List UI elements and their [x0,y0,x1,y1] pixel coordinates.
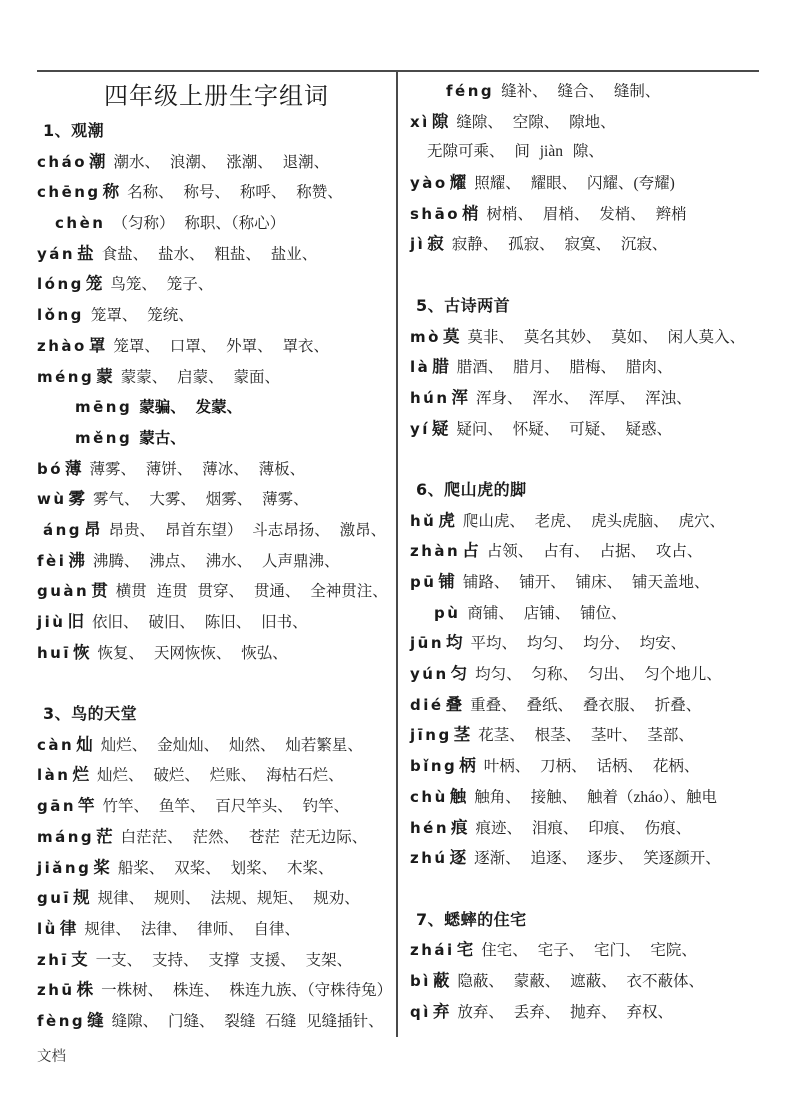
pinyin-label: méng [37,367,95,386]
head-character: 灿 [76,734,94,754]
blank-line [37,668,396,699]
word-list: 铺路、 铺开、 铺床、 铺天盖地、 [462,574,710,591]
vocab-entry [410,322,759,353]
word-list: 痕迹、 泪痕、 印痕、 伤痕、 [475,819,692,837]
vocab-entry [410,414,759,445]
head-character: 均 [446,633,464,653]
pinyin-label: měng [75,428,133,447]
vocab-entry [410,782,759,813]
pinyin-label: jì [410,235,426,254]
head-character: 叠 [445,694,464,714]
head-character: 耀 [449,173,468,193]
vocab-entry [37,853,396,884]
pinyin-label: zhào [37,336,87,355]
pinyin-label: yún [410,665,449,684]
word-list: 叶柄、 刀柄、 话柄、 花柄、 [483,758,700,776]
head-character: 烂 [72,765,90,785]
word-list: 无隙可乘、 间 jiàn 隙、 [427,143,604,161]
word-list: 灿烂、 金灿灿、 灿然、 灿若繁星、 [100,736,363,754]
right-column-rows [410,76,759,1027]
pinyin-label: chēng [37,183,101,202]
head-character: 浑 [451,387,470,407]
head-character: 雾 [68,489,87,509]
word-list: 缝隙、 空隙、 隙地、 [456,113,616,131]
head-character: 宅 [456,940,475,960]
pinyin-label: bǐng [410,757,458,776]
pinyin-label: pū [410,573,437,591]
pinyin-label: hún [410,388,450,407]
vocab-entry [410,168,759,199]
vocab-entry [410,690,759,721]
pinyin-label: féng [446,82,495,100]
word-list: 缝补、 缝合、 缝制、 [501,83,661,100]
word-list: 竹竿、 鱼竿、 百尺竿头、 钓竿、 [102,798,350,816]
head-character: 柄 [459,756,477,776]
vocab-entry [410,107,759,138]
word-list: 放弃、 丢弃、 抛弃、 弃权、 [457,1003,674,1021]
section-heading: 5、古诗两首 [416,295,511,315]
pinyin-label: shāo [410,204,461,223]
word-list: 触角、 接触、 触着（zháo）、触电 [474,788,718,806]
word-list: 爬山虎、 老虎、 虎头虎脑、 虎穴、 [462,512,725,530]
word-list: 横贯 连贯 贯穿、 贯通、 全神贯注、 [115,583,388,601]
word-list: 昂贵、 昂首东望） 斗志昂扬、 激昂、 [108,521,387,539]
vocab-entry [37,177,396,208]
vocab-entry [410,352,759,383]
head-character: 疑 [431,418,450,438]
pinyin-label: hǔ [410,511,437,530]
word-list: 沸腾、 沸点、 沸水、 人声鼎沸、 [92,552,340,570]
blank-line [410,444,759,475]
pinyin-label: dié [410,695,444,714]
vocab-entry [37,147,396,178]
vocab-entry [37,760,396,791]
vocab-entry [37,975,396,1006]
pinyin-label: yí [410,419,430,438]
head-character: 规 [73,888,91,908]
pinyin-label: yào [410,174,448,193]
vocab-entry [37,546,396,577]
vocab-entry [410,567,759,598]
pinyin-label: zhú [410,849,448,868]
word-list: 蒙骗、 发蒙、 [139,399,243,417]
pinyin-label: zhàn [410,542,461,561]
word-list: 潮水、 浪潮、 涨潮、 退潮、 [113,153,330,171]
pinyin-label: bó [37,459,64,478]
word-list: 规律、 规则、 法规、规矩、 规劝、 [97,890,360,908]
word-list: 蒙蒙、 启蒙、 蒙面、 [120,368,280,386]
blank-line [410,260,759,291]
head-character: 梢 [462,203,480,223]
word-list: 照耀、 耀眼、 闪耀、(夸耀) [474,175,675,193]
pinyin-label: xì [410,112,430,131]
word-list: 鸟笼、 笼子、 [110,276,214,294]
head-character: 缝 [87,1010,105,1030]
head-character: 痕 [451,817,469,837]
head-character: 恢 [73,642,91,662]
word-list: 住宅、 宅子、 宅门、 宅院、 [481,942,697,960]
vocab-entry [410,813,759,844]
word-list: 笼罩、 口罩、 外罩、 罩衣、 [113,337,329,355]
word-list: 重叠、 叠纸、 叠衣服、 折叠、 [470,696,702,714]
vocab-entry [37,576,396,607]
word-list: 缝隙、 门缝、 裂缝 石缝 见缝插针、 [111,1012,384,1030]
pinyin-label: lǒng [37,306,84,325]
vocab-entry [37,269,396,300]
pinyin-label: wù [37,490,67,509]
vocab-entry [37,331,396,362]
head-character: 隙 [431,111,450,131]
vocab-entry [410,628,759,659]
page-title: 四年级上册生字组词 [104,82,329,110]
vocab-entry [410,76,759,107]
vocab-entry [410,137,759,168]
vocab-entry [410,536,759,567]
head-character: 罩 [88,335,107,355]
vocab-entry [37,945,396,976]
vocab-entry [410,199,759,230]
vocab-entry [37,300,396,331]
head-character: 笼 [85,274,104,294]
word-list: 规律、 法律、 律师、 自律、 [84,920,300,938]
vocab-entry [37,883,396,914]
head-character: 薄 [65,458,83,478]
pinyin-label: jiù [37,613,66,631]
head-character: 蒙 [96,366,114,386]
head-character: 沸 [68,550,86,570]
pinyin-label: lǜ [37,919,58,938]
head-character: 占 [462,541,480,561]
head-character: 昂 [84,519,102,539]
vocab-entry [410,598,759,629]
head-character: 触 [449,786,468,806]
head-character: 弃 [432,1001,451,1021]
word-list: 一株树、 株连、 株连九族、（守株待兔） [101,982,393,1000]
head-character: 匀 [450,664,469,684]
pinyin-label: yán [37,244,76,263]
pinyin-label: bì [410,971,431,990]
head-character: 茫 [96,826,114,846]
vocab-entry [410,966,759,997]
vocab-entry [37,392,396,423]
word-list: 占领、 占有、 占据、 攻占、 [486,543,703,561]
pinyin-label: hén [410,818,450,837]
pinyin-label: làn [37,766,71,785]
vocab-entry [410,997,759,1028]
section-heading: 1、观潮 [43,121,105,140]
head-character: 旧 [67,612,85,631]
head-character: 寂 [427,234,445,254]
left-column-rows [37,116,396,1037]
vocab-entry [37,607,396,638]
word-list: 商铺、 店铺、 铺位、 [467,604,627,622]
pinyin-label: fèng [37,1011,86,1030]
right-column [396,72,759,1037]
head-character: 贯 [91,581,109,601]
vocab-entry [37,423,396,454]
vocab-entry [410,506,759,537]
vocab-entry [37,454,396,485]
head-character: 蔽 [432,970,451,990]
head-character: 称 [102,182,121,202]
vocab-entry [410,751,759,782]
blank-line [410,874,759,905]
word-list: 疑问、 怀疑、 可疑、 疑惑、 [456,420,673,438]
pinyin-label: chù [410,787,448,806]
left-column [37,72,396,1037]
vocab-entry [37,208,396,239]
word-list: 笼罩、 笼统、 [90,307,194,325]
head-character: 腊 [432,357,450,377]
pinyin-label: gān [37,797,77,816]
pinyin-label: áng [43,520,83,539]
section-heading: 6、爬山虎的脚 [416,479,527,499]
pinyin-label: zhū [37,981,75,1000]
word-list: 白茫茫、 茫然、 苍茫 茫无边际、 [120,828,368,846]
vocab-entry [37,791,396,822]
pinyin-label: máng [37,827,95,846]
head-character: 支 [71,949,89,969]
pinyin-label: mēng [75,398,133,417]
word-list: 浑身、 浑水、 浑厚、 浑浊、 [476,389,692,407]
pinyin-label: jūn [410,634,444,653]
head-character: 逐 [449,848,468,868]
word-list: 寂静、 孤寂、 寂寞、 沉寂、 [451,236,668,254]
head-character: 茎 [453,725,472,745]
word-list: （匀称） 称职、（称心） [112,215,286,233]
word-list: 船桨、 双桨、 划桨、 木桨、 [117,859,334,877]
pinyin-label: lóng [37,275,84,294]
word-list: 蒙古、 [139,429,186,447]
pinyin-label: jīng [410,726,452,745]
pinyin-label: fèi [37,551,67,570]
vocab-entry [410,843,759,874]
head-character: 铺 [438,572,456,591]
vocab-entry [37,1006,396,1037]
head-character: 潮 [89,151,107,171]
word-list: 花茎、 根茎、 茎叶、 茎部、 [478,727,694,745]
vocab-entry [410,720,759,751]
vocab-entry [410,229,759,260]
head-character: 竿 [78,796,96,816]
word-list: 恢复、 天网恢恢、 恢弘、 [97,644,288,662]
pinyin-label: càn [37,735,75,754]
vocab-entry [410,659,759,690]
pinyin-label: cháo [37,152,87,171]
pinyin-label: guī [37,889,72,908]
vocab-entry [37,515,396,546]
vocab-entry [410,383,759,414]
vocab-entry [410,935,759,966]
word-list: 莫非、 莫名其妙、 莫如、 闲人莫入、 [467,328,746,346]
vocab-entry [37,822,396,853]
head-character: 盐 [77,243,95,263]
section-heading: 3、鸟的天堂 [43,704,138,724]
head-character: 莫 [442,326,461,346]
word-list: 名称、 称号、 称呼、 称赞、 [127,184,343,202]
section-heading: 7、蟋蟀的住宅 [416,909,527,929]
pinyin-label: mò [410,327,441,346]
word-list: 均匀、 匀称、 匀出、 匀个地儿、 [475,666,722,684]
word-list: 薄雾、 薄饼、 薄冰、 薄板、 [89,460,306,478]
footer-label: 文档 [37,1048,66,1065]
pinyin-label: zhái [410,941,455,960]
head-character: 虎 [438,510,456,530]
word-list: 灿烂、 破烂、 烂账、 海枯石烂、 [96,767,344,785]
vocab-entry [37,239,396,270]
word-list: 平均、 均匀、 均分、 均安、 [470,635,687,653]
content-area [37,70,759,1037]
pinyin-label: jiǎng [37,858,92,877]
pinyin-label: là [410,358,431,377]
pinyin-label: pù [434,603,461,622]
head-character: 株 [76,980,95,1000]
vocab-entry [37,484,396,515]
pinyin-label: guàn [37,582,90,601]
word-list: 一支、 支持、 支撑 支援、 支架、 [95,951,353,969]
head-character: 桨 [93,857,111,877]
head-character: 律 [59,918,78,938]
vocab-entry [37,362,396,393]
vocab-entry [37,730,396,761]
word-list: 依旧、 破旧、 陈旧、 旧书、 [91,614,308,631]
vocab-entry [37,638,396,669]
pinyin-label: huī [37,643,71,662]
word-list: 食盐、 盐水、 粗盐、 盐业、 [101,245,318,263]
word-list: 雾气、 大雾、 烟雾、 薄雾、 [93,491,309,509]
word-list: 树梢、 眉梢、 发梢、 辫梢 [486,205,687,223]
word-list: 逐渐、 追逐、 逐步、 笑逐颜开、 [474,850,721,868]
word-list: 隐蔽、 蒙蔽、 遮蔽、 衣不蔽体、 [457,972,705,990]
vocab-entry [37,914,396,945]
word-list: 腊酒、 腊月、 腊梅、 腊肉、 [456,359,673,377]
pinyin-label: chèn [55,214,106,233]
pinyin-label: zhī [37,950,70,969]
pinyin-label: qì [410,1002,431,1021]
